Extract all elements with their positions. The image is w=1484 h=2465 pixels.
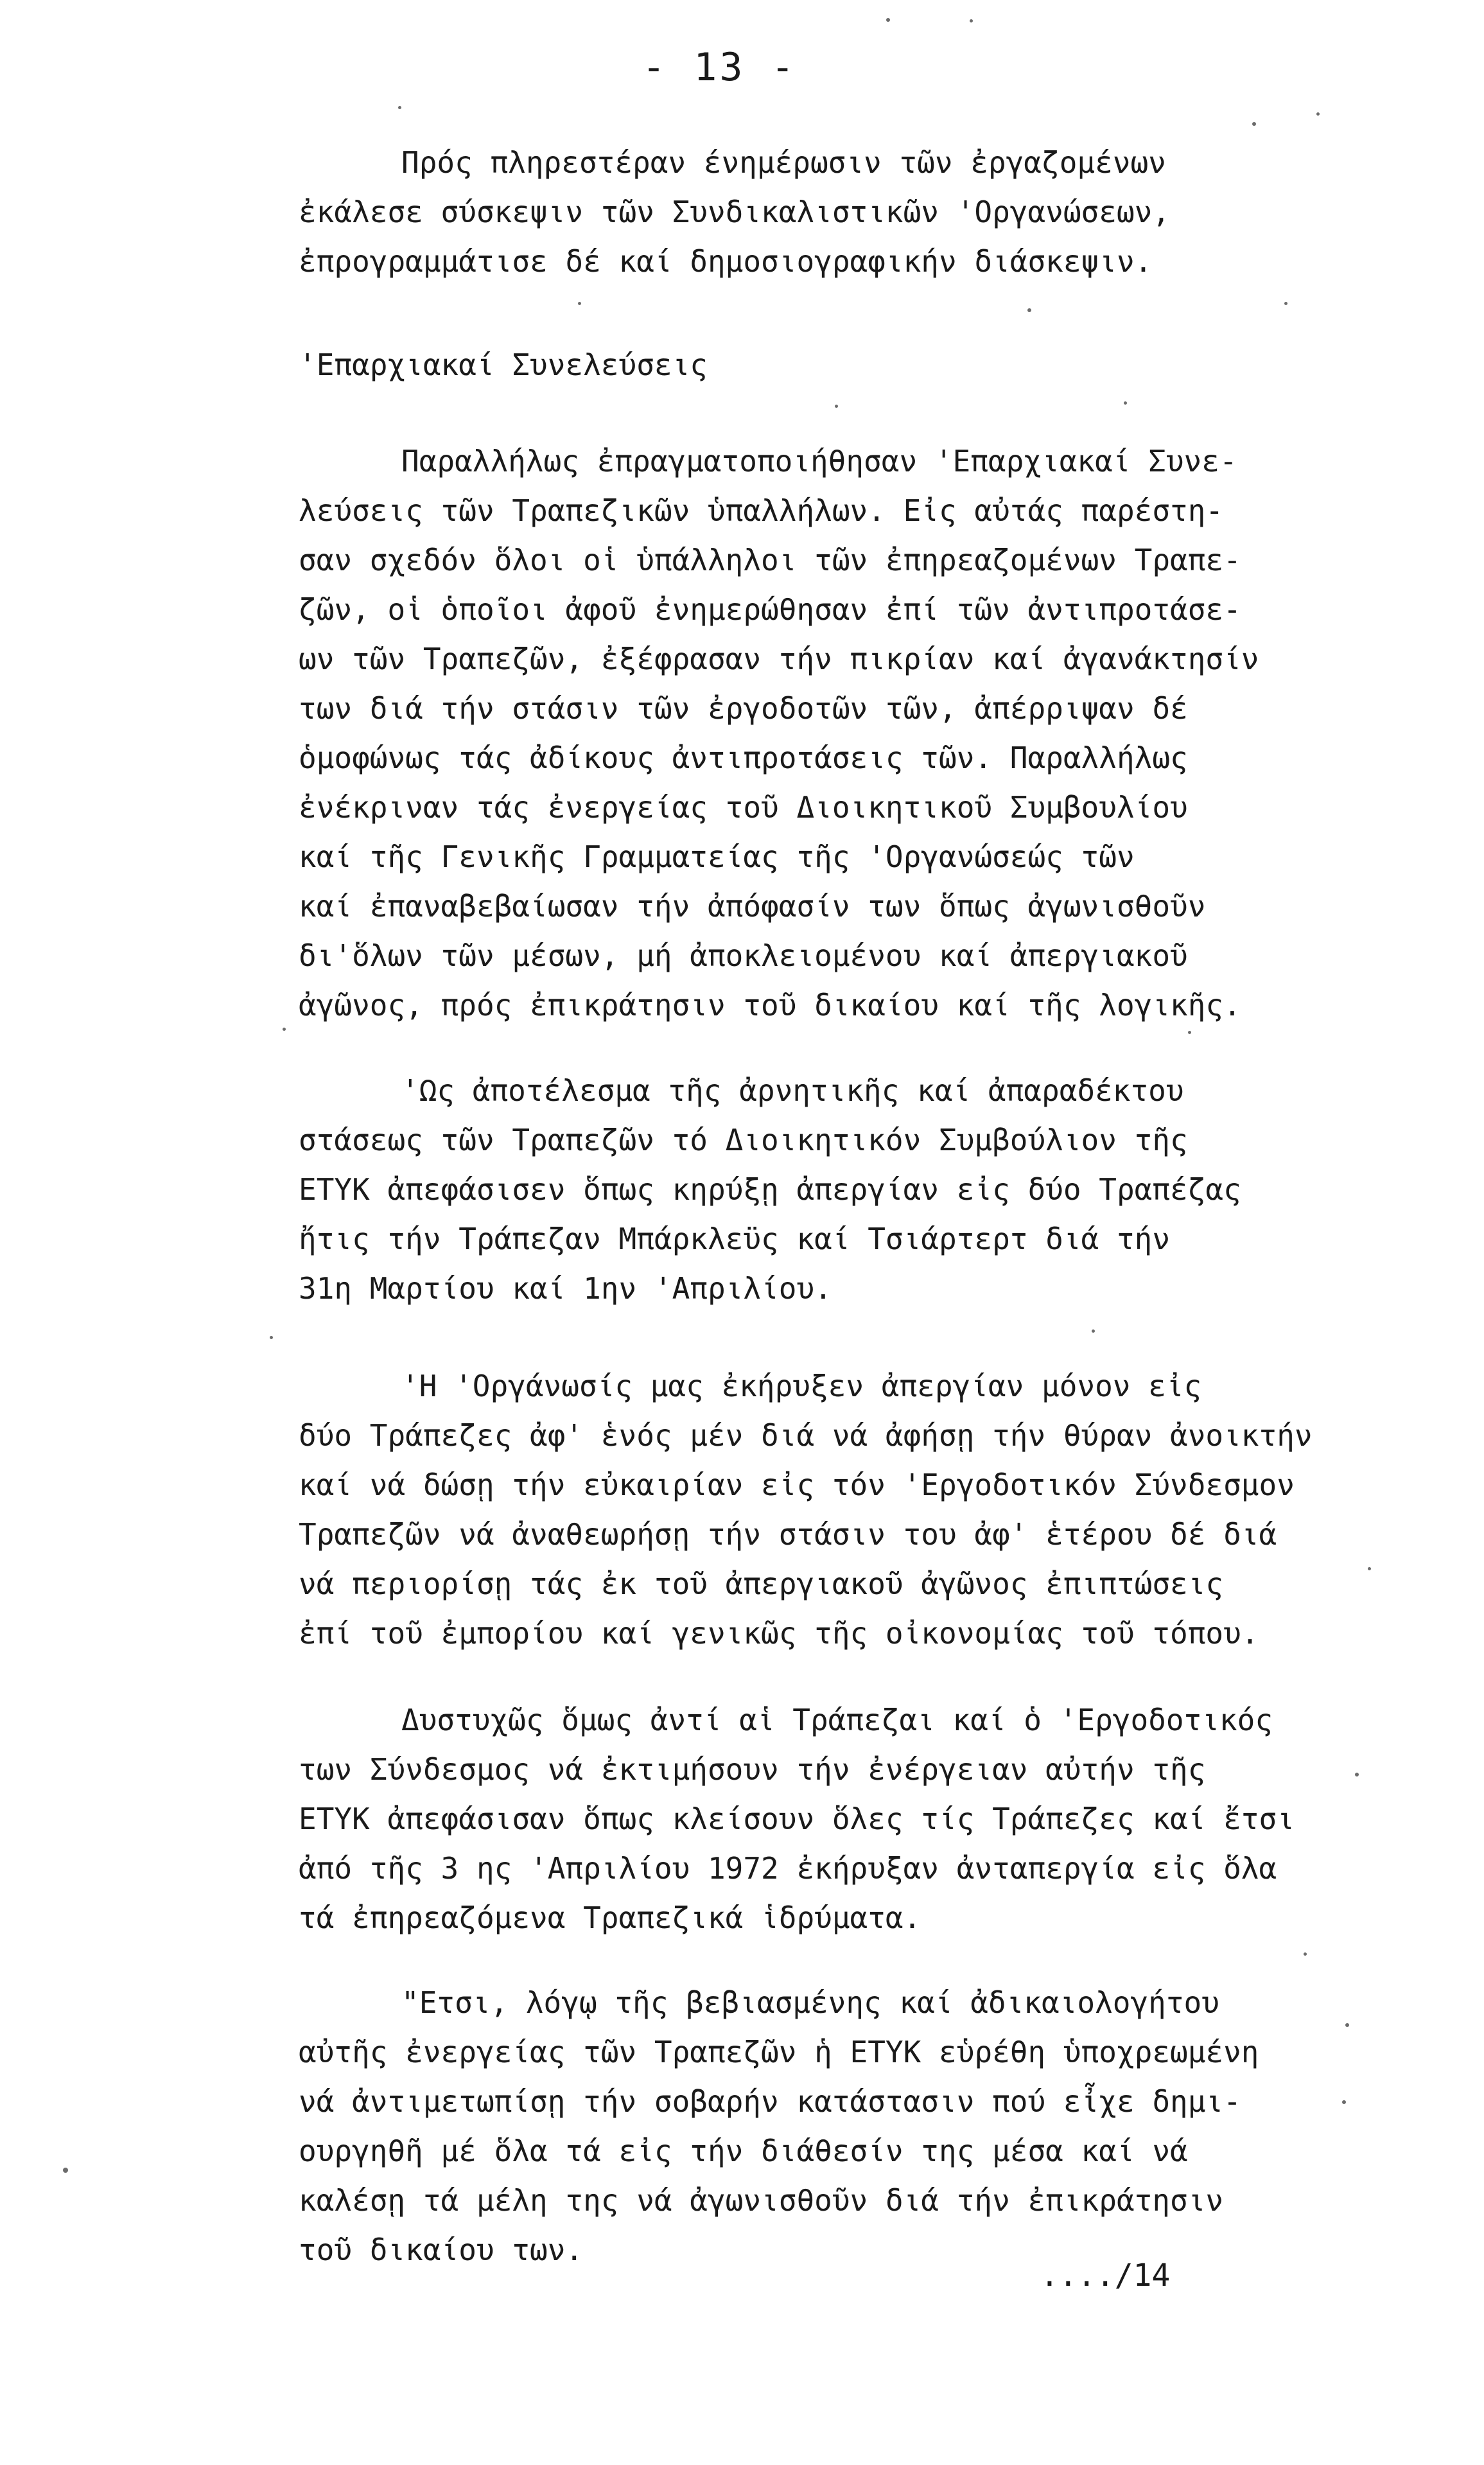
scan-speck <box>63 2168 68 2173</box>
text-line: ἐνέκριναν τάς ἐνεργείας τοῦ Διοικητικοῦ Συμβουλίου <box>299 790 1188 825</box>
paragraph-conclusion <box>299 1978 1403 2275</box>
scan-speck <box>1316 112 1320 116</box>
text-line: καί ἐπαναβεβαίωσαν τήν ἀπόφασίν των ὅπως ἀγωνισθοῦν <box>299 889 1206 924</box>
scan-speck <box>1345 2023 1349 2027</box>
text-line: ἐπρογραμμάτισε δέ καί δημοσιογραφικήν διάσκεψιν. <box>299 244 1153 279</box>
text-line: ἀγῶνος, πρός ἐπικράτησιν τοῦ δικαίου καί τῆς λογικῆς. <box>299 988 1241 1022</box>
text-line: σαν σχεδόν ὅλοι οἱ ὑπάλληλοι τῶν ἐπηρεαζομένων Τραπε- <box>299 543 1241 577</box>
text-line: των Σύνδεσμος νά ἐκτιμήσουν τήν ἐνέργειαν αὐτήν τῆς <box>299 1752 1206 1787</box>
scan-speck <box>1368 1567 1371 1570</box>
scan-speck <box>1092 1329 1095 1333</box>
scan-speck <box>270 1336 273 1339</box>
text-line: ΕΤΥΚ ἀπεφάσισαν ὅπως κλείσουν ὅλες τίς Τράπεζες καί ἔτσι <box>299 1802 1295 1836</box>
text-line: 'Η 'Οργάνωσίς μας ἐκήρυξεν ἀπεργίαν μόνον εἰς <box>401 1369 1202 1403</box>
page-number: - 13 - <box>642 45 797 90</box>
scan-speck <box>970 19 973 22</box>
text-line: δι'ὅλων τῶν μέσων, μή ἀποκλειομένου καί ἀπεργιακοῦ <box>299 938 1188 973</box>
paragraph-intro <box>299 138 1403 286</box>
scan-speck <box>835 405 838 408</box>
scan-speck <box>1027 308 1031 312</box>
scan-speck <box>1355 1773 1359 1776</box>
text-line: Τραπεζῶν νά ἀναθεωρήσῃ τήν στάσιν του ἀφ' ἑτέρου δέ διά <box>299 1517 1277 1552</box>
continuation-reference: ..../14 <box>1040 2258 1171 2294</box>
text-line: λεύσεις τῶν Τραπεζικῶν ὑπαλλήλων. Εἰς αὐτάς παρέστη- <box>299 493 1224 528</box>
text-line: ων τῶν Τραπεζῶν, ἐξέφρασαν τήν πικρίαν καί ἀγανάκτησίν <box>299 642 1259 676</box>
text-line: ἤτις τήν Τράπεζαν Μπάρκλεϋς καί Τσιάρτερτ διά τήν <box>299 1222 1171 1256</box>
text-line: ἐπί τοῦ ἐμπορίου καί γενικῶς τῆς οἰκονομίας τοῦ τόπου. <box>299 1616 1259 1651</box>
text-line: τοῦ δικαίου των. <box>299 2233 584 2267</box>
section-heading: 'Επαρχιακαί Συνελεύσεις <box>299 347 708 382</box>
text-line: νά περιορίσῃ τάς ἐκ τοῦ ἀπεργιακοῦ ἀγῶνος ἐπιπτώσεις <box>299 1566 1224 1601</box>
scan-speck <box>1342 2100 1346 2104</box>
text-line: ζῶν, οἱ ὁποῖοι ἀφοῦ ἐνημερώθησαν ἐπί τῶν ἀντιπροτάσε- <box>299 592 1241 627</box>
paragraph-organisation <box>299 1362 1403 1658</box>
scan-speck <box>283 1028 286 1031</box>
text-line: ουργηθῆ μέ ὅλα τά εἰς τήν διάθεσίν της μέσα καί νά <box>299 2134 1188 2168</box>
text-line: καί νά δώσῃ τήν εὐκαιρίαν εἰς τόν 'Εργοδοτικόν Σύνδεσμον <box>299 1468 1295 1502</box>
paragraph-lockout <box>299 1696 1403 1943</box>
text-line: Πρός πληρεστέραν ένημέρωσιν τῶν ἐργαζομένων <box>401 145 1166 180</box>
text-line: 'Ως ἀποτέλεσμα τῆς ἀρνητικῆς καί ἀπαραδέκτου <box>401 1073 1184 1108</box>
paragraph-assemblies <box>299 437 1403 1030</box>
scan-speck <box>1188 1031 1191 1034</box>
text-line: καί τῆς Γενικῆς Γραμματείας τῆς 'Οργανώσεώς τῶν <box>299 839 1135 874</box>
scan-speck <box>886 18 890 22</box>
text-line: καλέσῃ τά μέλη της νά ἀγωνισθοῦν διά τήν ἐπικράτησιν <box>299 2183 1224 2218</box>
text-line: Δυστυχῶς ὅμως ἀντί αἱ Τράπεζαι καί ὁ 'Εργοδοτικός <box>401 1703 1273 1737</box>
scan-speck <box>1252 122 1256 126</box>
scan-speck <box>1304 1952 1307 1956</box>
text-line: ἐκάλεσε σύσκεψιν τῶν Συνδικαλιστικῶν 'Οργανώσεων, <box>299 195 1171 229</box>
text-line: "Ετσι, λόγῳ τῆς βεβιασμένης καί ἀδικαιολογήτου <box>401 1985 1219 2020</box>
text-line: στάσεως τῶν Τραπεζῶν τό Διοικητικόν Συμβούλιον τῆς <box>299 1123 1188 1157</box>
text-line: δύο Τράπεζες ἀφ' ἑνός μέν διά νά ἀφήσῃ τήν θύραν ἀνοικτήν <box>299 1418 1313 1453</box>
text-line: ἀπό τῆς 3 ης 'Απριλίου 1972 ἐκήρυξαν ἀνταπεργία εἰς ὅλα <box>299 1851 1277 1886</box>
text-line: ΕΤΥΚ ἀπεφάσισεν ὅπως κηρύξῃ ἀπεργίαν εἰς δύο Τραπέζας <box>299 1172 1241 1207</box>
text-line: 31η Μαρτίου καί 1ην 'Απριλίου. <box>299 1271 832 1306</box>
scan-speck <box>578 302 581 305</box>
text-line: αὐτῆς ἐνεργείας τῶν Τραπεζῶν ἡ ΕΤΥΚ εὑρέθη ὑποχρεωμένη <box>299 2035 1259 2069</box>
text-line: τά ἐπηρεαζόμενα Τραπεζικά ἱδρύματα. <box>299 1900 921 1935</box>
scan-speck <box>1124 401 1127 405</box>
text-line: νά ἀντιμετωπίσῃ τήν σοβαρήν κατάστασιν πού εἶχε δημι- <box>299 2084 1241 2119</box>
scan-speck <box>1284 302 1288 305</box>
text-line: Παραλλήλως ἐπραγματοποιήθησαν 'Επαρχιακαί Συνε- <box>401 444 1237 478</box>
paragraph-strike-decision <box>299 1066 1403 1313</box>
text-line: ὁμοφώνως τάς ἀδίκους ἀντιπροτάσεις τῶν. Παραλλήλως <box>299 741 1188 775</box>
scan-speck <box>398 106 401 109</box>
text-line: των διά τήν στάσιν τῶν ἐργοδοτῶν τῶν, ἀπέρριψαν δέ <box>299 691 1188 726</box>
